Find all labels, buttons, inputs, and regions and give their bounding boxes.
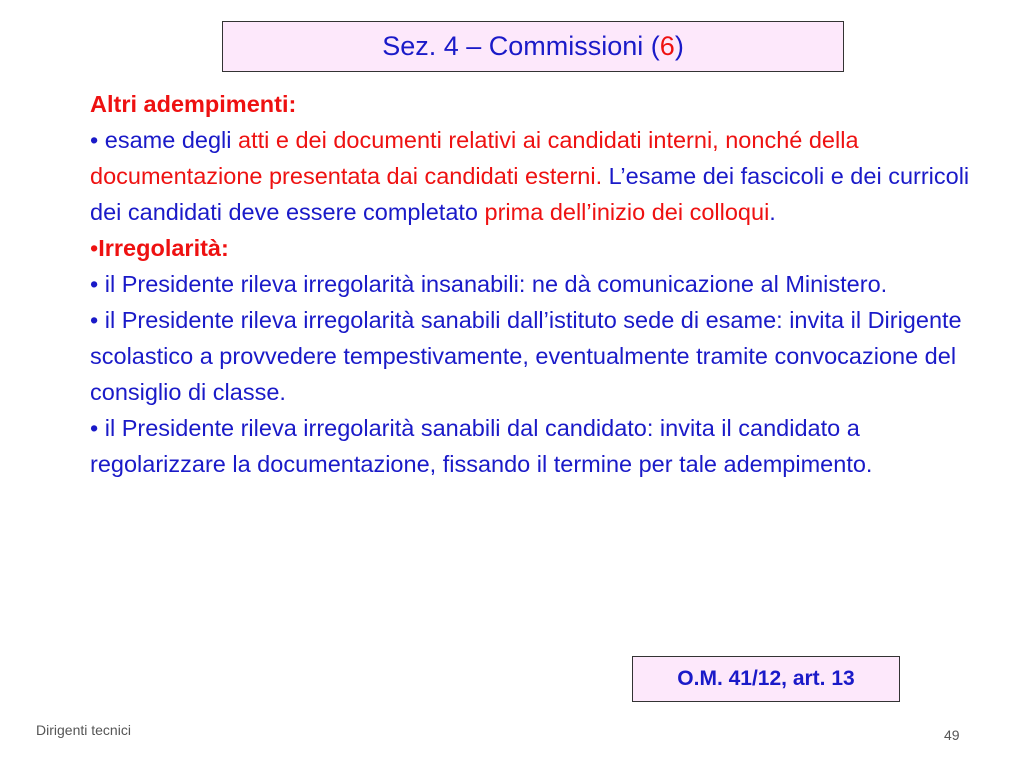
heading-irregolarita [90,230,1002,266]
title-suffix: ) [674,31,684,61]
paragraph-esame [90,122,1002,230]
footer-label: Dirigenti tecnici [36,722,131,738]
paragraph-esame-part4: prima dell’inizio dei colloqui [484,199,770,225]
reference-box: O.M. 41/12, art. 13 [632,656,900,702]
paragraph-irregolarita-candidato: • il Presidente rileva irregolarità sanabili dal candidato: invita il candidato a regolarizzare la documentazione, fissando il termine per tale adempimento. [90,415,873,477]
heading-irregolarita-bullet: • [90,235,99,261]
paragraph-irregolarita-istituto: • il Presidente rileva irregolarità sanabili dall’istituto sede di esame: invita il Dirigente scolastico a provvedere tempestivamente, eventualmente tramite convocazione del consiglio di classe. [90,307,962,405]
paragraph-esame-part5: . [769,199,776,225]
heading-irregolarita-label: Irregolarità: [98,235,229,261]
title-number: 6 [659,31,675,61]
paragraph-esame-part2: atti e dei documenti relativi ai candidati interni, nonché della documentazione presentata dai candidati esterni. [90,127,859,189]
title-prefix: Sez. 4 – Commissioni ( [382,31,660,61]
heading-altri-adempimenti: Altri adempimenti: [90,91,297,117]
page-number: 49 [944,727,960,743]
paragraph-esame-part3: L’esame dei fascicoli e dei curricoli dei candidati deve essere completato [90,163,970,225]
slide-body [90,86,1002,482]
paragraph-esame-part1: • esame degli [90,127,238,153]
slide-title [222,21,844,72]
paragraph-irregolarita-insanabili: • il Presidente rileva irregolarità insanabili: ne dà comunicazione al Ministero. [90,271,888,297]
